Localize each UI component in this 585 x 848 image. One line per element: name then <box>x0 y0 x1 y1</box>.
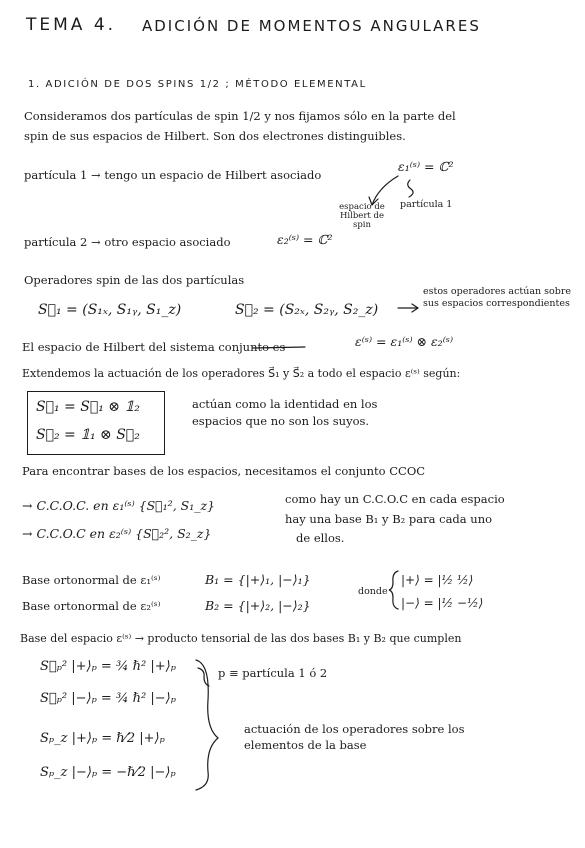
chapter-number: TEMA 4. <box>26 15 117 35</box>
note-hilbert-space: espacio de Hilbert de spin <box>339 202 385 230</box>
base-2-formula: B₂ = {|+⟩₂, |−⟩₂} <box>205 598 311 613</box>
eigen-equation-3: Sₚ_z |+⟩ₚ = ℏ⁄2 |+⟩ₚ <box>40 731 165 746</box>
ccoc-space-2: → C.C.O.C en ε₂⁽ˢ⁾ {S⃗₂², S₂_z} <box>22 526 212 541</box>
ccoc-note-2: hay una base B₁ y B₂ para cada uno <box>285 512 493 526</box>
ccoc-space-1: → C.C.O.C. en ε₁⁽ˢ⁾ {S⃗₁², S₁_z} <box>22 498 215 513</box>
section-heading: 1. ADICIÓN DE DOS SPINS 1/2 ; MÉTODO ELEMENTAL <box>28 79 367 90</box>
particle-1-space: ε₁⁽ˢ⁾ = ℂ² <box>398 159 454 174</box>
operators-heading: Operadores spin de las dos partículas <box>24 273 245 287</box>
identity-note-1: actúan como la identidad en los <box>192 397 378 411</box>
chapter-title: ADICIÓN DE MOMENTOS ANGULARES <box>142 17 481 35</box>
donde-minus: |−⟩ = |½ −½⟩ <box>401 596 484 610</box>
donde-plus: |+⟩ = |½ ½⟩ <box>401 573 474 587</box>
donde-brace <box>389 571 398 609</box>
ccoc-note-3: de ellos. <box>296 531 345 545</box>
bases-intro: Para encontrar bases de los espacios, necesitamos el conjunto CCOC <box>22 464 426 478</box>
eigen-equation-1: S⃗ₚ² |+⟩ₚ = ¾ ℏ² |+⟩ₚ <box>40 659 176 674</box>
ccoc-note-1: como hay un C.C.O.C en cada espacio <box>285 492 505 506</box>
extended-operator-1: S⃗₁ = S⃗₁ ⊗ 𝟙₂ <box>36 399 140 415</box>
donde-label: donde <box>358 586 388 597</box>
particle-2-text: partícula 2 → otro espacio asociado <box>24 235 231 249</box>
spin-operator-1: S⃗₁ = (S₁ₓ, S₁ᵧ, S₁_z) <box>38 302 182 318</box>
underline-conjunto <box>253 347 305 348</box>
eigen-note-1: actuación de los operadores sobre los <box>244 722 465 736</box>
base-1-formula: B₁ = {|+⟩₁, |−⟩₁} <box>205 572 311 587</box>
p-definition: p ≡ partícula 1 ó 2 <box>218 666 328 680</box>
squiggle-to-particle-note <box>408 180 413 197</box>
note-particle-1: partícula 1 <box>400 199 453 210</box>
hilbert-system-text: El espacio de Hilbert del sistema conjunto es <box>22 340 286 354</box>
base-2-label: Base ortonormal de ε₂⁽ˢ⁾ <box>22 599 161 613</box>
base-1-label: Base ortonormal de ε₁⁽ˢ⁾ <box>22 573 161 587</box>
intro-line-2: spin de sus espacios de Hilbert. Son dos electrones distinguibles. <box>24 129 406 143</box>
extension-text: Extendemos la actuación de los operadores S⃗₁ y S⃗₂ a todo el espacio ε⁽ˢ⁾ según: <box>22 367 461 380</box>
eigen-equation-4: Sₚ_z |−⟩ₚ = −ℏ⁄2 |−⟩ₚ <box>40 765 176 780</box>
intro-line-1: Consideramos dos partículas de spin 1/2 y nos fijamos sólo en la parte del <box>24 109 456 123</box>
spin-operator-2: S⃗₂ = (S₂ₓ, S₂ᵧ, S₂_z) <box>235 302 379 318</box>
particle-1-text: partícula 1 → tengo un espacio de Hilbert asociado <box>24 168 322 182</box>
extended-operator-2: S⃗₂ = 𝟙₁ ⊗ S⃗₂ <box>36 427 140 443</box>
identity-note-2: espacios que no son los suyos. <box>192 414 370 428</box>
eigen-equations-brace <box>196 660 218 790</box>
operators-note: estos operadores actúan sobre sus espacios correspondientes <box>423 286 571 309</box>
particle-2-space: ε₂⁽ˢ⁾ = ℂ² <box>277 232 333 247</box>
tensor-product-text: Base del espacio ε⁽ˢ⁾ → producto tensorial de las dos bases B₁ y B₂ que cumplen <box>20 632 462 645</box>
eigen-note-2: elementos de la base <box>244 738 367 752</box>
eigen-equation-2: S⃗ₚ² |−⟩ₚ = ¾ ℏ² |−⟩ₚ <box>40 691 176 706</box>
hilbert-system-formula: ε⁽ˢ⁾ = ε₁⁽ˢ⁾ ⊗ ε₂⁽ˢ⁾ <box>355 334 454 349</box>
